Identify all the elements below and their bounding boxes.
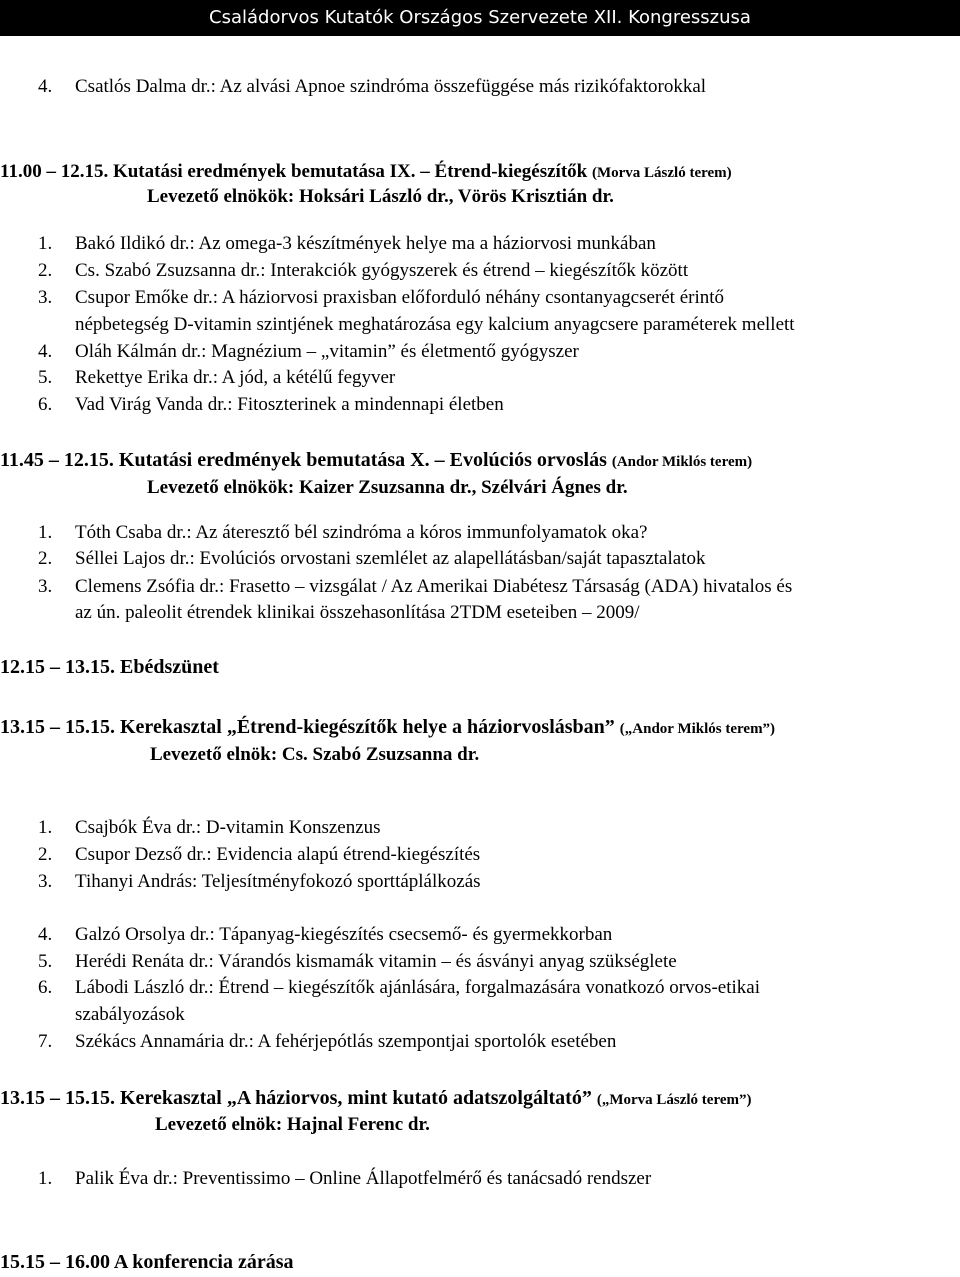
item-number: 4. xyxy=(38,924,53,945)
item-number: 2. xyxy=(38,260,53,281)
item-number: 3. xyxy=(38,287,53,308)
item-text-continued: népbetegség D-vitamin szintjének meghatározása egy kalcium anyagcsere paraméterek mellett xyxy=(75,314,795,335)
item-text: Oláh Kálmán dr.: Magnézium – „vitamin” és életmentő gyógyszer xyxy=(75,341,579,362)
item-text: Cs. Szabó Zsuzsanna dr.: Interakciók gyógyszerek és étrend – kiegészítők között xyxy=(75,260,689,281)
session-room: (Morva László terem) xyxy=(591,165,732,181)
item-number: 7. xyxy=(38,1031,53,1052)
item-number: 3. xyxy=(38,576,53,597)
session-room: („Morva László terem”) xyxy=(596,1092,752,1108)
header-title: Családorvos Kutatók Országos Szervezete XII. Kongresszusa xyxy=(209,7,751,28)
session-heading xyxy=(0,1087,752,1110)
session-heading xyxy=(0,161,732,183)
item-text: Lábodi László dr.: Étrend – kiegészítők ajánlására, forgalmazására vonatkozó orvos-etikai xyxy=(75,977,760,998)
session-title: 13.15 – 15.15. Kerekasztal „A háziorvos, mint kutató adatszolgáltató” xyxy=(0,1087,592,1109)
item-number: 1. xyxy=(38,817,53,838)
session-chairs: Levezető elnökök: Kaizer Zsuzsanna dr., Szélvári Ágnes dr. xyxy=(147,477,628,498)
item-text: Tihanyi András: Teljesítményfokozó sporttáplálkozás xyxy=(75,871,481,892)
item-number: 5. xyxy=(38,951,53,972)
session-title: 13.15 – 15.15. Kerekasztal „Étrend-kiegészítők helye a háziorvoslásban” xyxy=(0,716,615,738)
session-title: 11.45 – 12.15. Kutatási eredmények bemutatása X. – Evolúciós orvoslás xyxy=(0,449,607,471)
item-text: Csupor Dezső dr.: Evidencia alapú étrend-kiegészítés xyxy=(75,844,481,865)
session-chairs: Levezető elnök: Hajnal Ferenc dr. xyxy=(155,1114,430,1135)
lunch-break: 12.15 – 13.15. Ebédszünet xyxy=(0,656,219,678)
session-room: („Andor Miklós terem”) xyxy=(619,721,776,737)
item-text: Csajbók Éva dr.: D-vitamin Konszenzus xyxy=(75,817,381,838)
item-number: 1. xyxy=(38,522,53,543)
item-text: Székács Annamária dr.: A fehérjepótlás szempontjai sportolók esetében xyxy=(75,1031,617,1052)
item-number: 3. xyxy=(38,871,53,892)
session-heading xyxy=(0,716,775,739)
item-number: 2. xyxy=(38,548,53,569)
item-text: Palik Éva dr.: Preventissimo – Online Állapotfelmérő és tanácsadó rendszer xyxy=(75,1168,652,1189)
item-text: Galzó Orsolya dr.: Tápanyag-kiegészítés csecsemő- és gyermekkorban xyxy=(75,924,613,945)
item-text: Clemens Zsófia dr.: Frasetto – vizsgálat / Az Amerikai Diabétesz Társaság (ADA) hivatalos és xyxy=(75,576,793,597)
item-number: 2. xyxy=(38,844,53,865)
item-text-continued: az ún. paleolit étrendek klinikai összehasonlítása 2TDM eseteiben – 2009/ xyxy=(75,602,640,623)
item-number: 1. xyxy=(38,233,53,254)
item-text: Tóth Csaba dr.: Az áteresztő bél szindróma a kóros immunfolyamatok oka? xyxy=(75,522,648,543)
item-number: 1. xyxy=(38,1168,53,1189)
session-chairs: Levezető elnök: Cs. Szabó Zsuzsanna dr. xyxy=(150,744,480,765)
session-room: (Andor Miklós terem) xyxy=(611,454,753,470)
session-title: 11.00 – 12.15. Kutatási eredmények bemutatása IX. – Étrend-kiegészítők xyxy=(0,161,588,182)
item-number: 4. xyxy=(38,76,53,97)
item-text: Csupor Emőke dr.: A háziorvosi praxisban előforduló néhány csontanyagcserét érintő xyxy=(75,287,725,308)
item-number: 6. xyxy=(38,977,53,998)
item-text: Vad Virág Vanda dr.: Fitoszterinek a mindennapi életben xyxy=(75,394,504,415)
session-heading xyxy=(0,449,752,472)
item-text-continued: szabályozások xyxy=(75,1004,185,1025)
item-text: Herédi Renáta dr.: Várandós kismamák vitamin – és ásványi anyag szükséglete xyxy=(75,951,677,972)
closing-session: 15.15 – 16.00 A konferencia zárása xyxy=(0,1251,294,1273)
item-number: 6. xyxy=(38,394,53,415)
item-text: Csatlós Dalma dr.: Az alvási Apnoe szindróma összefüggése más rizikófaktorokkal xyxy=(75,76,707,97)
item-text: Rekettye Erika dr.: A jód, a kétélű fegyver xyxy=(75,367,396,388)
item-text: Bakó Ildikó dr.: Az omega-3 készítmények helye ma a háziorvosi munkában xyxy=(75,233,656,254)
session-chairs: Levezető elnökök: Hoksári László dr., Vörös Krisztián dr. xyxy=(147,186,614,207)
item-text: Séllei Lajos dr.: Evolúciós orvostani szemlélet az alapellátásban/saját tapasztalatok xyxy=(75,548,706,569)
item-number: 4. xyxy=(38,341,53,362)
item-number: 5. xyxy=(38,367,53,388)
